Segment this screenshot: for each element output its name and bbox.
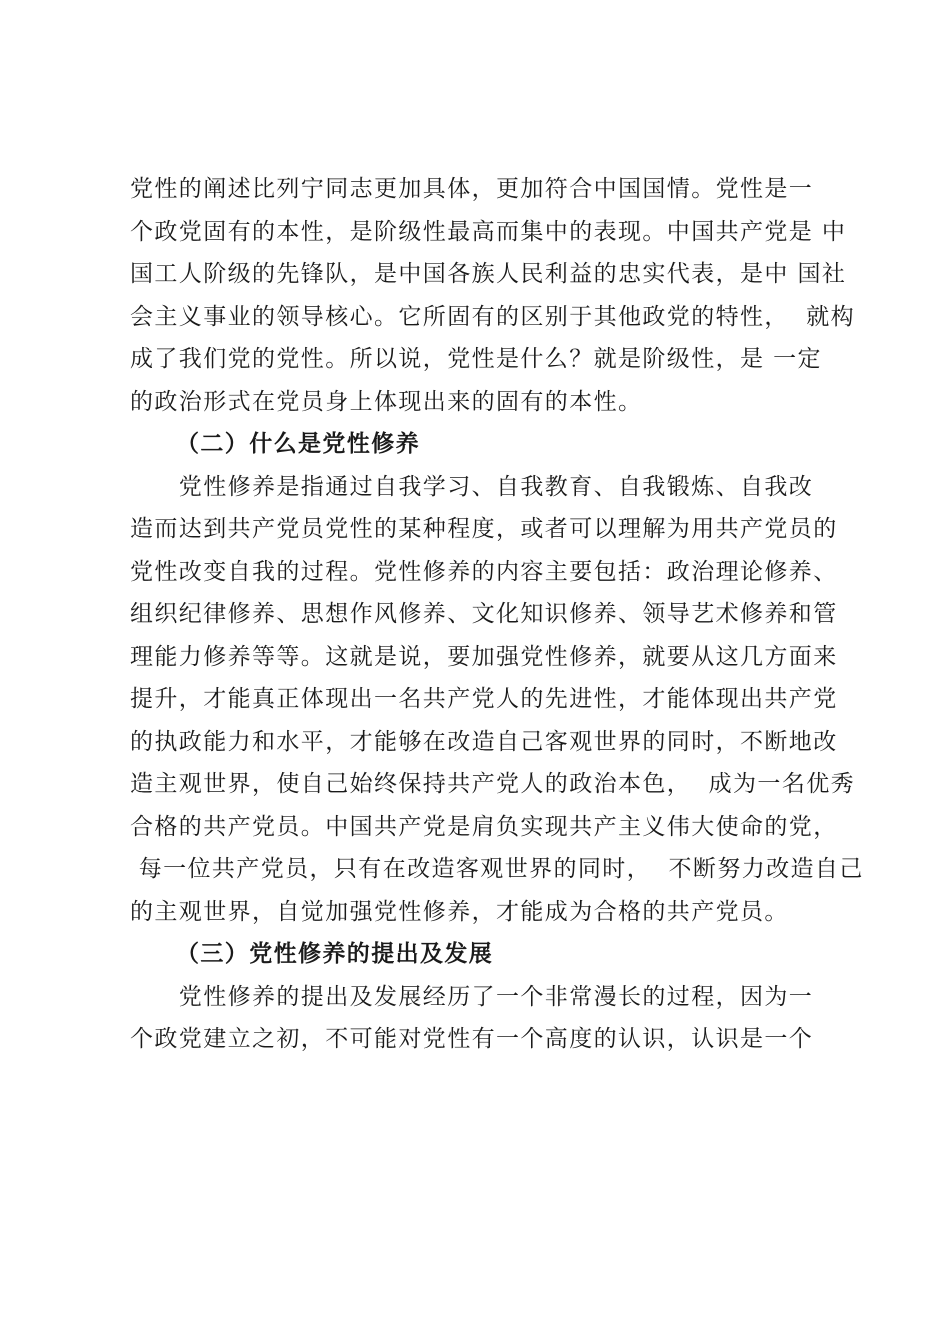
body-line: 个政党固有的本性，是阶级性最高而集中的表现。中国共产党是 中 <box>130 218 847 245</box>
body-line: 提升，才能真正体现出一名共产党人的先进性，才能体现出共产党 <box>130 686 838 712</box>
body-line: 的执政能力和水平，才能够在改造自己客观世界的同时，不断地改 <box>130 728 838 755</box>
body-line: 合格的共产党员。中国共产党是肩负实现共产主义伟大使命的党， <box>130 813 838 840</box>
body-line: 党性修养是指通过自我学习、自我教育、自我锻炼、自我改 <box>130 473 814 500</box>
body-line: 成了我们党的党性。所以说，党性是什么？就是阶级性，是 一定 <box>130 346 822 372</box>
body-line: 造而达到共产党员党性的某种程度，或者可以理解为用共产党员的 <box>130 516 838 542</box>
section-heading-3: （三）党性修养的提出及发展 <box>176 940 494 967</box>
body-line: 的政治形式在党员身上体现出来的固有的本性。 <box>130 388 643 415</box>
section-heading-2: （二）什么是党性修养 <box>176 430 420 457</box>
body-line: 理能力修养等等。这就是说，要加强党性修养，就要从这几方面来 <box>130 643 838 670</box>
body-line: 国工人阶级的先锋队，是中国各族人民利益的忠实代表，是中 国社 <box>130 261 847 287</box>
body-line: 党性修养的提出及发展经历了一个非常漫长的过程，因为一 <box>130 983 814 1010</box>
body-line: 的主观世界，自觉加强党性修养，才能成为合格的共产党员。 <box>130 898 789 925</box>
body-line: 每一位共产党员，只有在改造客观世界的同时， 不断努力改造自己 <box>130 856 864 882</box>
body-line: 造主观世界，使自己始终保持共产党人的政治本色， 成为一名优秀 <box>130 771 856 797</box>
body-line: 会主义事业的领导核心。它所固有的区别于其他政党的特性， 就构 <box>130 303 856 330</box>
body-line: 党性改变自我的过程。党性修养的内容主要包括：政治理论修养、 <box>130 558 838 585</box>
document-body <box>130 168 864 1061</box>
body-line: 个政党建立之初，不可能对党性有一个高度的认识，认识是一个 <box>130 1026 814 1052</box>
body-line: 组织纪律修养、思想作风修养、文化知识修养、领导艺术修养和管 <box>130 601 838 627</box>
body-line: 党性的阐述比列宁同志更加具体，更加符合中国国情。党性是一 <box>130 176 814 202</box>
